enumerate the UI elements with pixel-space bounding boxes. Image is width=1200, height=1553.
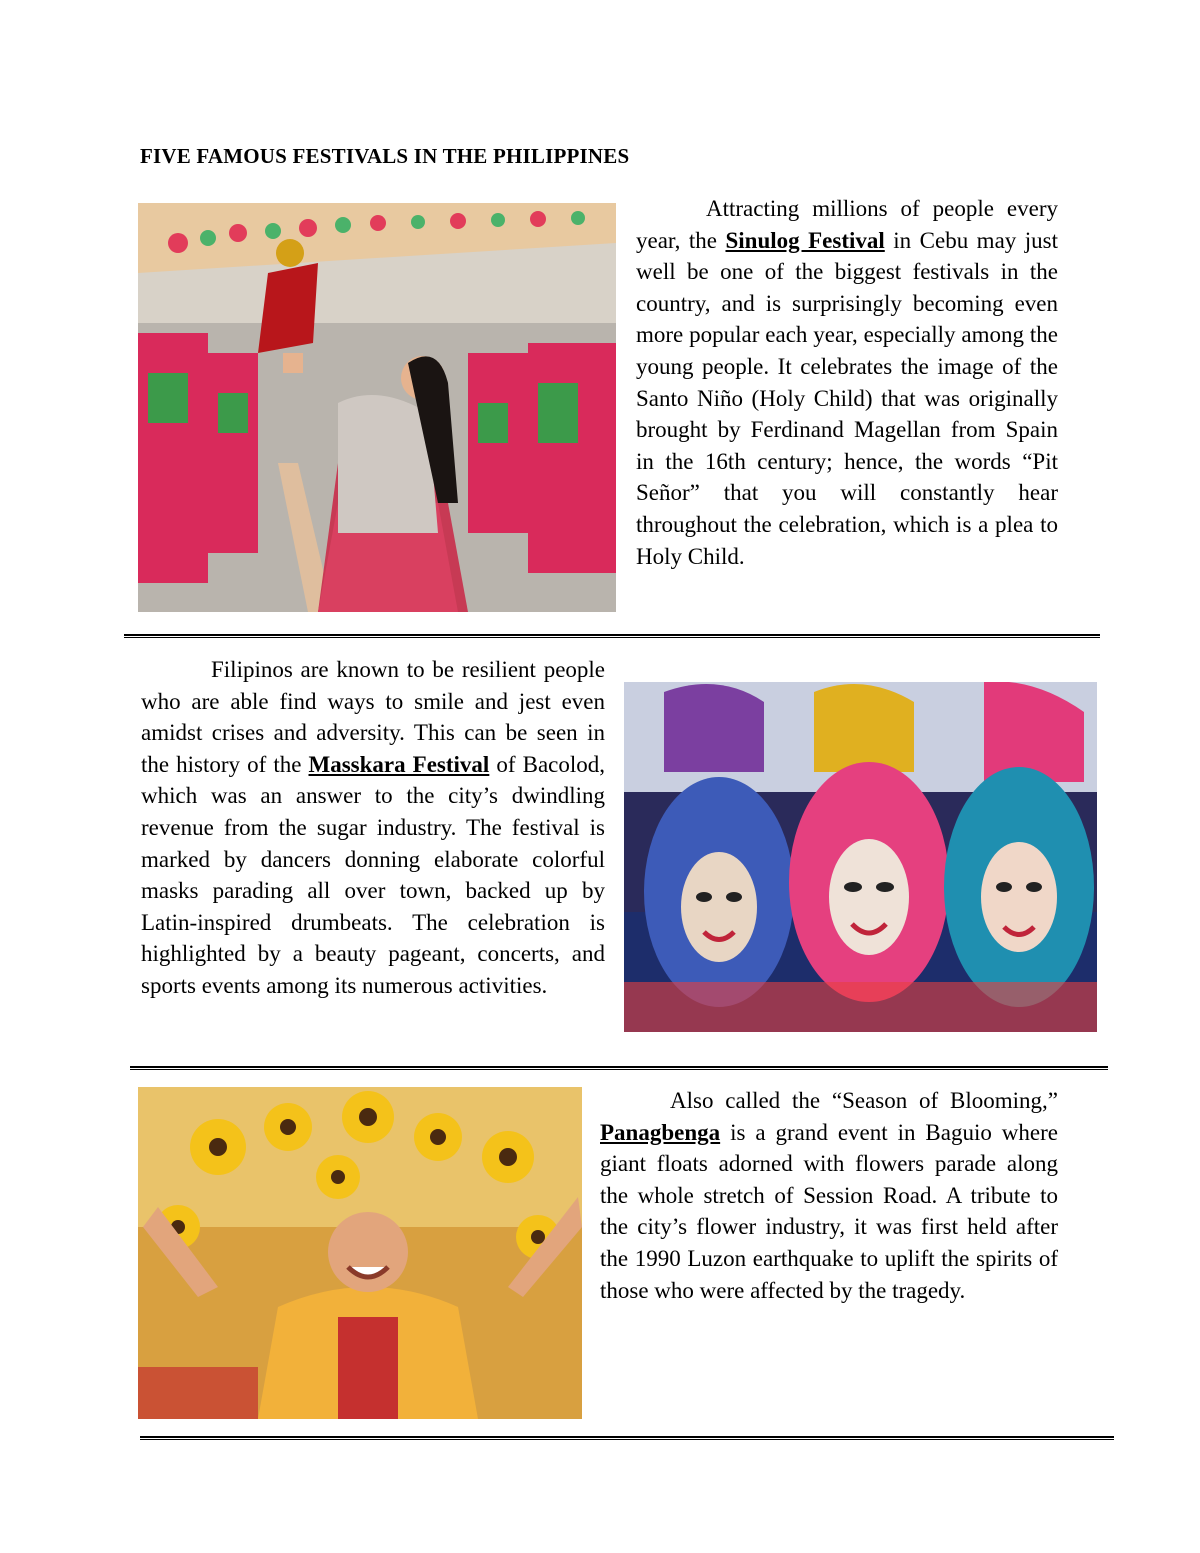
sinulog-paragraph (636, 193, 1058, 572)
masskara-festival-photo (624, 682, 1097, 1032)
sinulog-text-before: Attracting millions of people every year, the (636, 196, 1058, 253)
section-divider (124, 634, 1100, 636)
masskara-text-after: of Bacolod, which was an answer to the city’s dwindling revenue from the sugar industry. The festival is marked by dancers donning elaborate colorful masks parading all over town, backed up by Latin-inspired drumbeats. The celebration is highlighted by a beauty pageant, concerts, and sports events among its numerous activities. (141, 751, 606, 998)
section-divider (140, 1436, 1114, 1438)
panagbenga-paragraph (600, 1085, 1058, 1306)
sinulog-festival-photo (138, 203, 616, 612)
panagbenga-festival-name: Panagbenga (600, 1119, 721, 1145)
panagbenga-text-after: is a grand event in Baguio where giant floats adorned with flowers parade along the whole stretch of Session Road. A tribute to the city’s flower industry, it was first held after the 1990 Luzon earthquake to uplift the spirits of those who were affected by the tragedy. (600, 1119, 1058, 1303)
sinulog-text-after: in Cebu may just well be one of the biggest festivals in the country, and is surprisingly becoming even more popular each year, especially among the young people. It celebrates the image of the Santo Niño (Holy Child) that was originally brought by Ferdinand Magellan from Spain in the 16th century; hence, the words “Pit Señor” that you will constantly hear throughout the celebration, which is a plea to Holy Child. (636, 227, 1058, 569)
page-title: FIVE FAMOUS FESTIVALS IN THE PHILIPPINES (140, 144, 630, 168)
masskara-paragraph (141, 654, 605, 1002)
masskara-text-before: Filipinos are known to be resilient people who are able find ways to smile and jest even amidst crises and adversity. This can be seen in the history of the (141, 657, 605, 777)
sinulog-festival-name: Sinulog Festival (725, 227, 885, 253)
section-divider (130, 1066, 1108, 1068)
panagbenga-text-before: Also called the “Season of Blooming,” (670, 1088, 1058, 1113)
panagbenga-festival-photo (138, 1087, 582, 1419)
masskara-festival-name: Masskara Festival (308, 751, 490, 777)
